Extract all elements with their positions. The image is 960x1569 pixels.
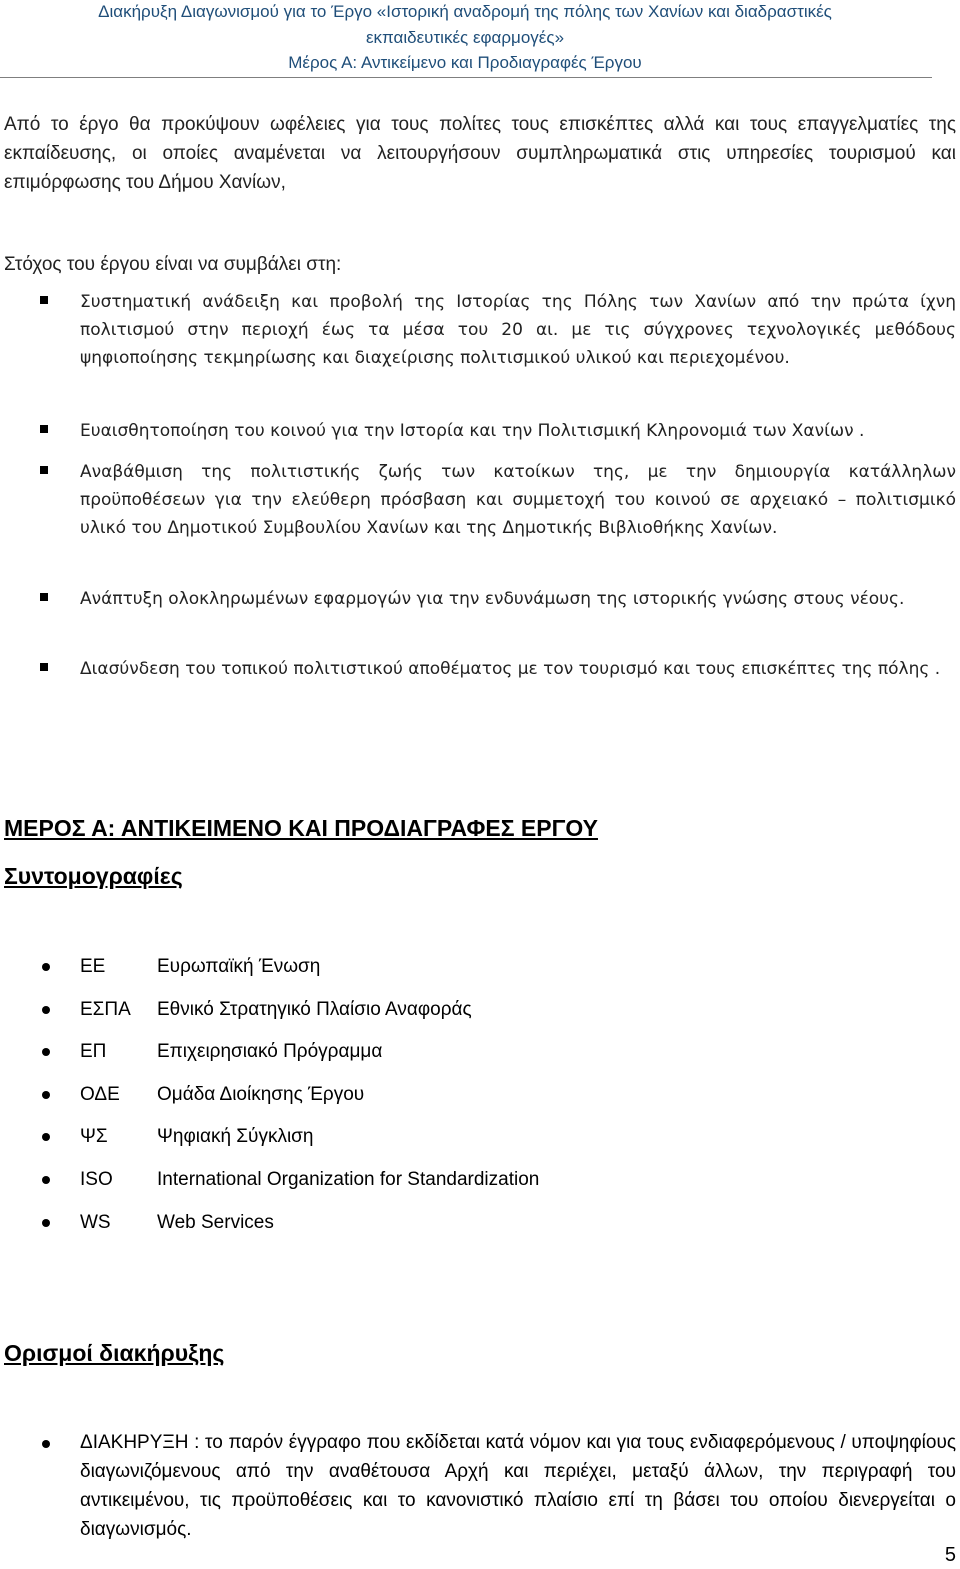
goal-intro: Στόχος του έργου είναι να συμβάλει στη: — [4, 254, 342, 275]
abbr-code: ΨΣ — [80, 1126, 108, 1147]
header-title-line1: Διακήρυξη Διαγωνισμού για το Έργο «Ιστορική αναδρομή της πόλης των Χανίων και διαδραστικές — [98, 2, 832, 21]
bullet-icon — [42, 1219, 50, 1227]
list-item — [0, 1165, 960, 1195]
abbr-code: WS — [80, 1212, 111, 1233]
header-divider — [0, 77, 932, 78]
goal-text: Αναβάθμιση της πολιτιστικής ζωής των κατοίκων της, με την δημιουργία κατάλληλων προϋποθέσεων για την ελεύθερη πρόσβαση και συμμετοχή του κοινού σε αρχειακό – πολιτισμικό υλικό του Δημοτικού Συμβουλίου Χανίων και της Δημοτικής Βιβλιοθήκης Χανίων. — [80, 462, 956, 538]
part-heading: ΜΕΡΟΣ Α: ΑΝΤΙΚΕΙΜΕΝΟ ΚΑΙ ΠΡΟΔΙΑΓΡΑΦΕΣ ΕΡΓΟΥ — [4, 815, 598, 841]
bullet-icon — [42, 1440, 50, 1448]
list-item — [0, 952, 960, 982]
abbr-code: ΕΣΠΑ — [80, 999, 131, 1020]
list-item — [0, 1122, 960, 1152]
list-item — [0, 995, 960, 1025]
page-number: 5 — [944, 1544, 956, 1566]
list-item — [0, 1037, 960, 1067]
abbr-code: ΕΠ — [80, 1041, 107, 1062]
abbr-definition: Web Services — [157, 1212, 274, 1233]
abbreviations-heading: Συντομογραφίες — [4, 863, 183, 889]
abbr-code: ΕΕ — [80, 956, 106, 977]
list-item — [0, 1080, 960, 1110]
abbr-code: ISO — [80, 1169, 113, 1190]
goal-text: Ανάπτυξη ολοκληρωμένων εφαρμογών για την ενδυνάμωση της ιστορικής γνώσης στους νέους. — [80, 589, 905, 609]
goal-text: Ευαισθητοποίηση του κοινού για την Ιστορία και την Πολιτισμική Κληρονομιά των Χανίων . — [80, 421, 865, 441]
goal-text: Διασύνδεση του τοπικού πολιτιστικού αποθέματος με τον τουρισμό και τους επισκέπτες της πόλης . — [80, 659, 941, 679]
list-item — [0, 1208, 960, 1238]
abbr-code: ΟΔΕ — [80, 1084, 120, 1105]
definitions-heading: Ορισμοί διακήρυξης — [4, 1340, 225, 1366]
square-bullet-icon — [40, 593, 48, 601]
bullet-icon — [42, 1091, 50, 1099]
bullet-icon — [42, 1133, 50, 1141]
square-bullet-icon — [40, 296, 48, 304]
header-subtitle: Μέρος Α: Αντικείμενο και Προδιαγραφές Έργου — [288, 53, 642, 72]
abbr-definition: Ομάδα Διοίκησης Έργου — [157, 1084, 365, 1105]
bullet-icon — [42, 963, 50, 971]
bullet-icon — [42, 1006, 50, 1014]
abbr-definition: Ευρωπαϊκή Ένωση — [157, 956, 321, 977]
bullet-icon — [42, 1176, 50, 1184]
abbr-definition: Ψηφιακή Σύγκλιση — [157, 1126, 314, 1147]
goal-text: Συστηματική ανάδειξη και προβολή της Ιστορίας της Πόλης των Χανίων από την πρώτα ίχνη πολιτισμού στην περιοχή έως τα μέσα του 20 αι. με τις σύγχρονες τεχνολογικές μεθόδους ψηφιοποίησης τεκμηρίωσης και διαχείρισης πολιτισμικού υλικού και περιεχομένου. — [80, 292, 956, 368]
abbr-definition: Εθνικό Στρατηγικό Πλαίσιο Αναφοράς — [157, 999, 472, 1020]
header-title-line2: εκπαιδευτικές εφαρμογές» — [365, 28, 565, 47]
intro-paragraph: Από το έργο θα προκύψουν ωφέλειες για τους πολίτες τους επισκέπτες αλλά και τους επαγγελματίες της εκπαίδευσης, οι οποίες αναμένεται να λειτουργήσουν συμπληρωματικά στις υπηρεσίες τουρισμού και επιμόρφωσης του Δήμου Χανίων, — [4, 114, 956, 193]
abbr-definition: International Organization for Standardization — [157, 1169, 540, 1190]
bullet-icon — [42, 1048, 50, 1056]
square-bullet-icon — [40, 425, 48, 433]
definition-text: ΔΙΑΚΗΡΥΞΗ : το παρόν έγγραφο που εκδίδεται κατά νόμον και για τους ενδιαφερόμενους / υποψηφίους διαγωνιζόμενους από την αναθέτουσα Αρχή και περιέχει, μεταξύ άλλων, την περιγραφή του αντικειμένου, τις προϋποθέσεις και το κανονιστικό πλαίσιο επί τη βάσει του οποίου διενεργείται ο διαγωνισμός. — [80, 1432, 956, 1540]
square-bullet-icon — [40, 466, 48, 474]
abbr-definition: Επιχειρησιακό Πρόγραμμα — [157, 1041, 383, 1062]
square-bullet-icon — [40, 663, 48, 671]
